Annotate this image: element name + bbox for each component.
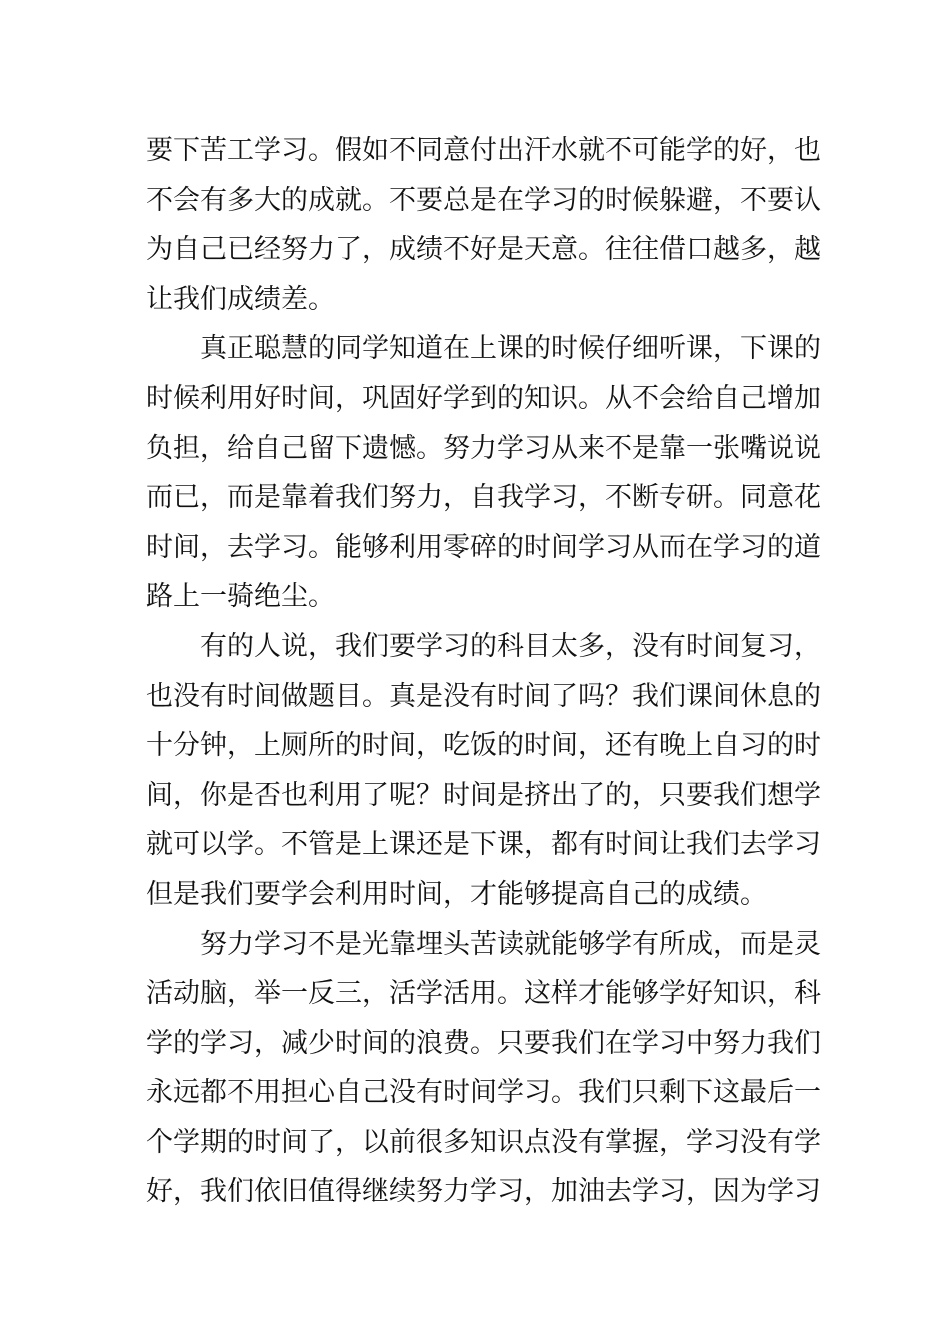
text-line: 学的学习，减少时间的浪费。只要我们在学习中努力我们 <box>146 1027 821 1059</box>
text-line: 十分钟，上厕所的时间，吃饭的时间，还有晚上自习的时 <box>146 730 821 762</box>
text-line: 也没有时间做题目。真是没有时间了吗？我们课间休息的 <box>146 680 821 712</box>
text-line: 但是我们要学会利用时间，才能够提高自己的成绩。 <box>146 878 767 910</box>
text-line: 路上一骑绝尘。 <box>146 581 335 613</box>
text-line: 活动脑，举一反三，活学活用。这样才能够学好知识，科 <box>146 978 821 1010</box>
paragraph-first-line: 努力学习不是光靠埋头苦读就能够学有所成，而是灵 <box>200 928 821 960</box>
text-line: 负担，给自己留下遗憾。努力学习从来不是靠一张嘴说说 <box>146 432 821 464</box>
document-body <box>146 126 821 1217</box>
text-line: 时候利用好时间，巩固好学到的知识。从不会给自己增加 <box>146 382 821 414</box>
text-line: 间，你是否也利用了呢？时间是挤出了的，只要我们想学 <box>146 779 821 811</box>
paragraph-first-line: 真正聪慧的同学知道在上课的时候仔细听课，下课的 <box>200 333 821 365</box>
paragraph-first-line: 有的人说，我们要学习的科目太多，没有时间复习， <box>200 630 821 662</box>
text-line: 时间，去学习。能够利用零碎的时间学习从而在学习的道 <box>146 531 821 563</box>
text-line: 好，我们依旧值得继续努力学习，加油去学习，因为学习 <box>146 1176 821 1208</box>
text-line: 永远都不用担心自己没有时间学习。我们只剩下这最后一 <box>146 1077 821 1109</box>
text-line: 为自己已经努力了，成绩不好是天意。往往借口越多，越 <box>146 234 821 266</box>
text-line: 让我们成绩差。 <box>146 283 335 315</box>
text-line: 不会有多大的成就。不要总是在学习的时候躲避，不要认 <box>146 184 821 216</box>
text-line: 而已，而是靠着我们努力，自我学习，不断专研。同意花 <box>146 482 821 514</box>
text-line: 就可以学。不管是上课还是下课，都有时间让我们去学习 <box>146 829 821 861</box>
text-line: 个学期的时间了，以前很多知识点没有掌握，学习没有学 <box>146 1126 821 1158</box>
text-line: 要下苦工学习。假如不同意付出汗水就不可能学的好，也 <box>146 135 821 166</box>
